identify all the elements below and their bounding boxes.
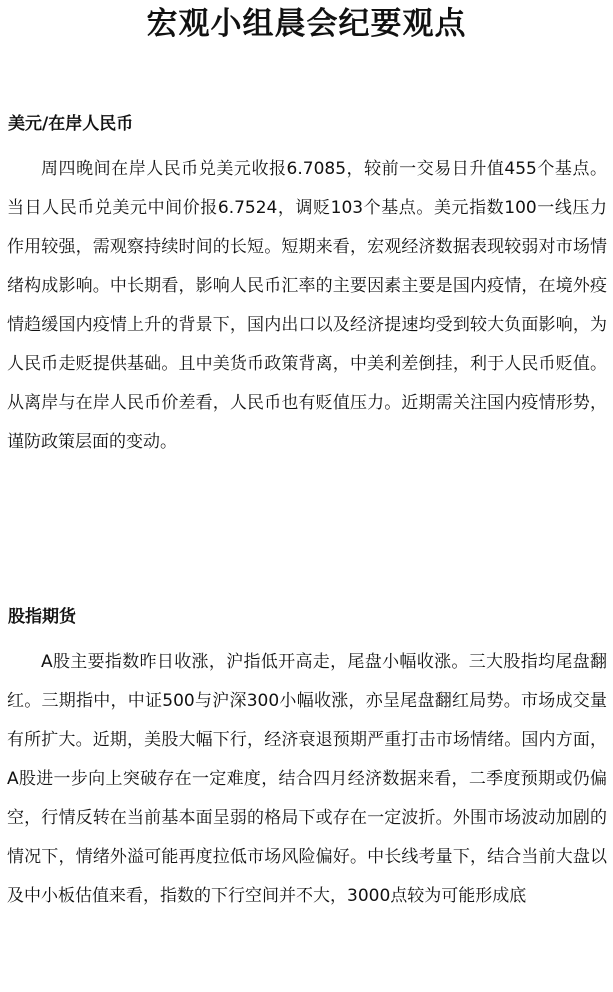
section-heading-usd-cny: 美元/在岸人民币	[8, 114, 134, 134]
section-heading-index-futures: 股指期货	[8, 607, 76, 627]
document-title: 宏观小组晨会纪要观点	[146, 6, 467, 42]
section-body-index-futures: A股主要指数昨日收涨，沪指低开高走，尾盘小幅收涨。三大股指均尾盘翻红。三期指中，中证500与沪深300小幅收涨，亦呈尾盘翻红局势。市场成交量有所扩大。近期，美股大幅下行，经济衰退预期严重打击市场情绪。国内方面，A股进一步向上突破存在一定难度，结合四月经济数据来看，二季度预期或仍偏空，行情反转在当前基本面呈弱的格局下或存在一定波折。外围市场波动加剧的情况下，情绪外溢可能再度拉低市场风险偏好。中长线考量下，结合当前大盘以及中小板估值来看，指数的下行空间并不大，3000点较为可能形成底	[7, 652, 607, 906]
section-body-usd-cny: 周四晚间在岸人民币兑美元收报6.7085，较前一交易日升值455个基点。当日人民币兑美元中间价报6.7524，调贬103个基点。美元指数100一线压力作用较强，需观察持续时间的长短。短期来看，宏观经济数据表现较弱对市场情绪构成影响。中长期看，影响人民币汇率的主要因素主要是国内疫情，在境外疫情趋缓国内疫情上升的背景下，国内出口以及经济提速均受到较大负面影响，为人民币走贬提供基础。且中美货币政策背离，中美利差倒挂，利于人民币贬值。从离岸与在岸人民币价差看，人民币也有贬值压力。近期需关注国内疫情形势，谨防政策层面的变动。	[7, 159, 607, 452]
